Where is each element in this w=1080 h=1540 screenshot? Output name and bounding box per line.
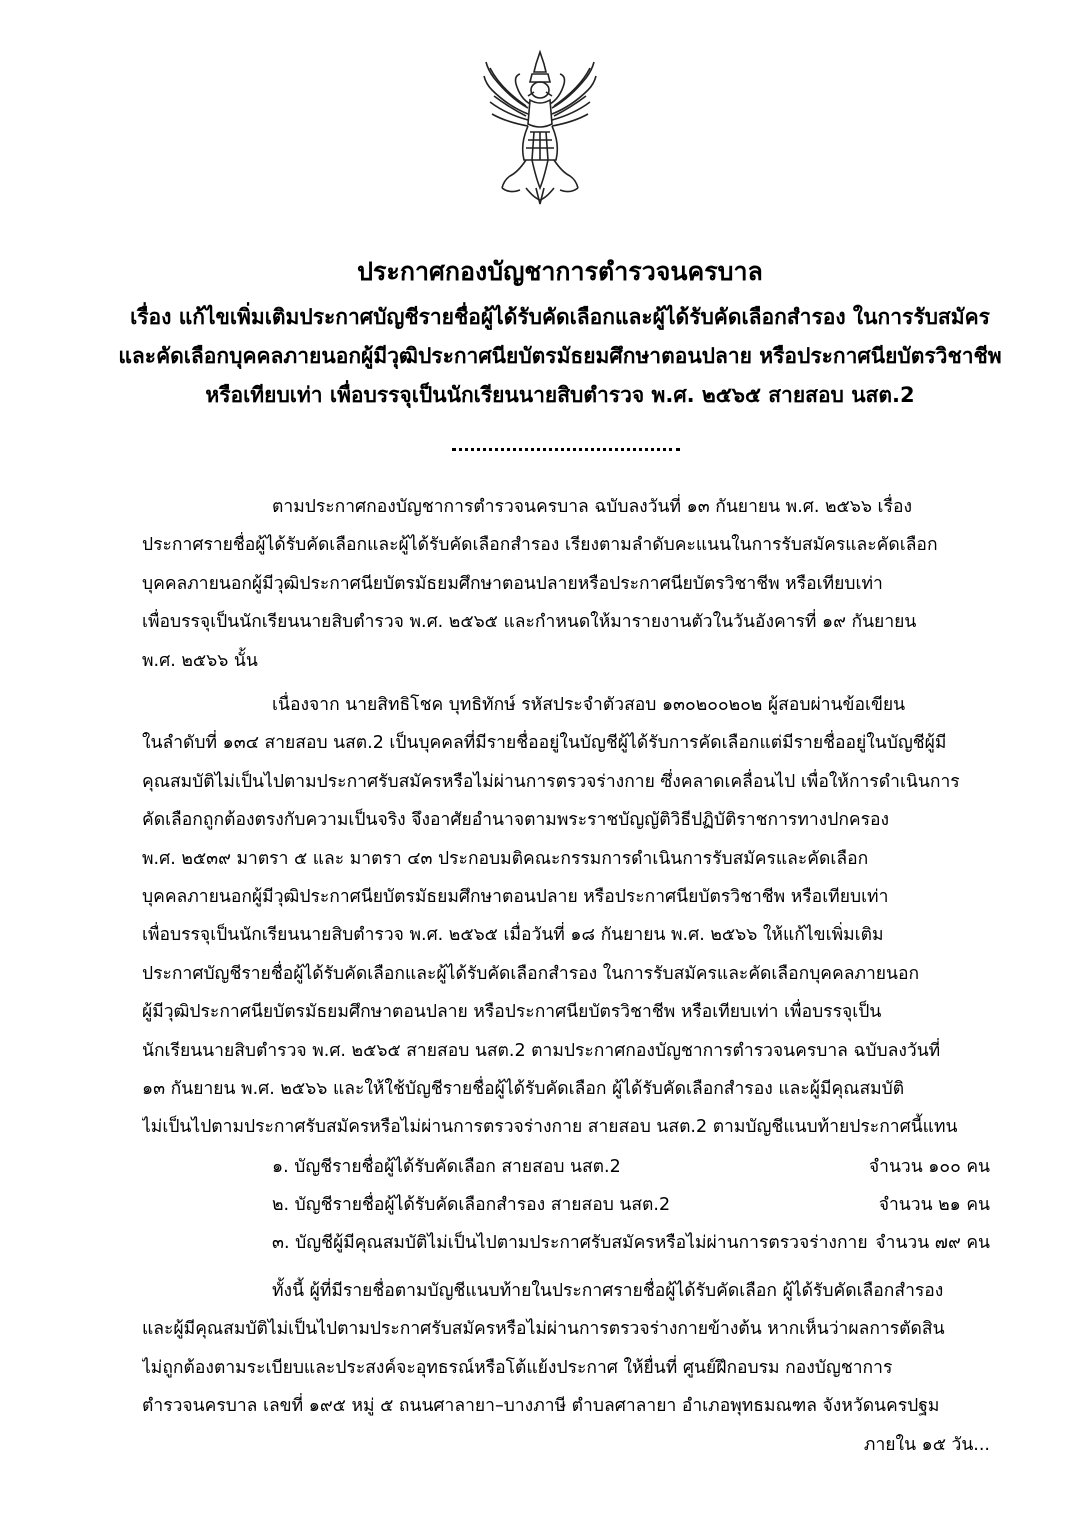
text-line: ตามประกาศกองบัญชาการตำรวจนครบาล ฉบับลงวันที่ ๑๓ กันยายน พ.ศ. ๒๕๖๖ เรื่อง [272,497,912,517]
paragraph-amendment [142,686,990,1147]
paragraph-appeal [142,1272,990,1464]
list-item-description: ๑. บัญชีรายชื่อผู้ได้รับคัดเลือก สายสอบ นสต.2 [272,1157,621,1177]
announcement-title: ประกาศกองบัญชาการตำรวจนครบาล [357,257,763,286]
subject-line: หรือเทียบเท่า เพื่อบรรจุเป็นนักเรียนนายสิบตำรวจ พ.ศ. ๒๕๖๕ สายสอบ นสต.2 [205,383,915,407]
text-line: ในลำดับที่ ๑๓๔ สายสอบ นสต.2 เป็นบุคคลที่มีรายชื่ออยู่ในบัญชีผู้ได้รับการคัดเลือกแต่มีรายชื่ออยู่ในบัญชีผู้มี [142,733,947,754]
announcement-header [100,252,1020,415]
text-line: ไม่ถูกต้องตามระเบียบและประสงค์จะอุทธรณ์หรือโต้แย้งประกาศ ให้ยื่นที่ ศูนย์ฝึกอบรม กองบัญชาการ [142,1357,893,1378]
text-line: เพื่อบรรจุเป็นนักเรียนนายสิบตำรวจ พ.ศ. ๒๕๖๕ และกำหนดให้มารายงานตัวในวันอังคารที่ ๑๙ กันยายน [142,612,917,633]
text-line: เพื่อบรรจุเป็นนักเรียนนายสิบตำรวจ พ.ศ. ๒๕๖๕ เมื่อวันที่ ๑๘ กันยายน พ.ศ. ๒๕๖๖ ให้แก้ไขเพิ่มเติม [142,925,884,946]
text-line: คุณสมบัติไม่เป็นไปตามประกาศรับสมัครหรือไม่ผ่านการตรวจร่างกาย ซึ่งคลาดเคลื่อนไป เพื่อให้การดำเนินการ [142,771,960,792]
text-line: และผู้มีคุณสมบัติไม่เป็นไปตามประกาศรับสมัครหรือไม่ผ่านการตรวจร่างกายข้างต้น หากเห็นว่าผลการตัดสิน [142,1319,945,1340]
text-line: ประกาศบัญชีรายชื่อผู้ได้รับคัดเลือกและผู้ได้รับคัดเลือกสำรอง ในการรับสมัครและคัดเลือกบุคคลภายนอก [142,963,920,984]
dotted-divider [452,448,680,451]
text-line: นักเรียนนายสิบตำรวจ พ.ศ. ๒๕๖๕ สายสอบ นสต.2 ตามประกาศกองบัญชาการตำรวจนครบาล ฉบับลงวันที่ [142,1040,941,1061]
list-item-count: จำนวน ๑๐๐ คน [868,1157,990,1177]
text-line: ผู้มีวุฒิประกาศนียบัตรมัธยมศึกษาตอนปลาย หรือประกาศนียบัตรวิชาชีพ หรือเทียบเท่า เพื่อบรรจุเป็น [142,1002,882,1023]
list-item-count: จำนวน ๗๙ คน [875,1233,990,1253]
text-line: พ.ศ. ๒๕๖๖ นั้น [142,650,258,671]
text-line: ตำรวจนครบาล เลขที่ ๑๙๕ หมู่ ๕ ถนนศาลายา–บางภาษี ตำบลศาลายา อำเภอพุทธมณฑล จังหวัดนครปฐม [142,1396,940,1417]
text-line: เนื่องจาก นายสิทธิโชค บุทธิทักษ์ รหัสประจำตัวสอบ ๑๓๐๒๐๐๒๐๒ ผู้สอบผ่านข้อเขียน [272,695,906,715]
subject-line: เรื่อง แก้ไขเพิ่มเติมประกาศบัญชีรายชื่อผู้ได้รับคัดเลือกและผู้ได้รับคัดเลือกสำรอง ในการรับสมัคร [130,305,990,329]
text-line: ทั้งนี้ ผู้ที่มีรายชื่อตามบัญชีแนบท้ายในประกาศรายชื่อผู้ได้รับคัดเลือก ผู้ได้รับคัดเลือกสำรอง [272,1281,944,1301]
attachment-list [142,1148,990,1262]
paragraph-reference [142,488,990,680]
garuda-emblem-icon [480,48,600,208]
text-line: ประกาศรายชื่อผู้ได้รับคัดเลือกและผู้ได้รับคัดเลือกสำรอง เรียงตามลำดับคะแนนในการรับสมัครและคัดเลือก [142,535,938,556]
text-line: บุคคลภายนอกผู้มีวุฒิประกาศนียบัตรมัธยมศึกษาตอนปลาย หรือประกาศนียบัตรวิชาชีพ หรือเทียบเท่า [142,886,889,907]
text-line: ๑๓ กันยายน พ.ศ. ๒๕๖๖ และให้ใช้บัญชีรายชื่อผู้ได้รับคัดเลือก ผู้ได้รับคัดเลือกสำรอง และผู้มีคุณสมบัติ [142,1078,905,1099]
list-item [142,1148,990,1186]
list-item [142,1224,990,1262]
subject-line: และคัดเลือกบุคคลภายนอกผู้มีวุฒิประกาศนียบัตรมัธยมศึกษาตอนปลาย หรือประกาศนียบัตรวิชาชีพ [118,344,1002,368]
text-line: บุคคลภายนอกผู้มีวุฒิประกาศนียบัตรมัธยมศึกษาตอนปลายหรือประกาศนียบัตรวิชาชีพ หรือเทียบเท่า [142,573,883,594]
list-item-description: ๓. บัญชีผู้มีคุณสมบัติไม่เป็นไปตามประกาศรับสมัครหรือไม่ผ่านการตรวจร่างกาย [272,1233,868,1253]
list-item-description: ๒. บัญชีรายชื่อผู้ได้รับคัดเลือกสำรอง สายสอบ นสต.2 [272,1195,671,1215]
text-line: พ.ศ. ๒๕๓๙ มาตรา ๕ และ มาตรา ๔๓ ประกอบมติคณะกรรมการดำเนินการรับสมัครและคัดเลือก [142,848,869,869]
list-item-count: จำนวน ๒๑ คน [878,1195,990,1215]
text-line: คัดเลือกถูกต้องตรงกับความเป็นจริง จึงอาศัยอำนาจตามพระราชบัญญัติวิธีปฏิบัติราชการทางปกครอง [142,810,890,831]
list-item [142,1186,990,1224]
text-line: ไม่เป็นไปตามประกาศรับสมัครหรือไม่ผ่านการตรวจร่างกาย สายสอบ นสต.2 ตามบัญชีแนบท้ายประกาศนี้แทน [142,1117,958,1138]
page-continuation: ภายใน ๑๕ วัน... [863,1434,990,1455]
